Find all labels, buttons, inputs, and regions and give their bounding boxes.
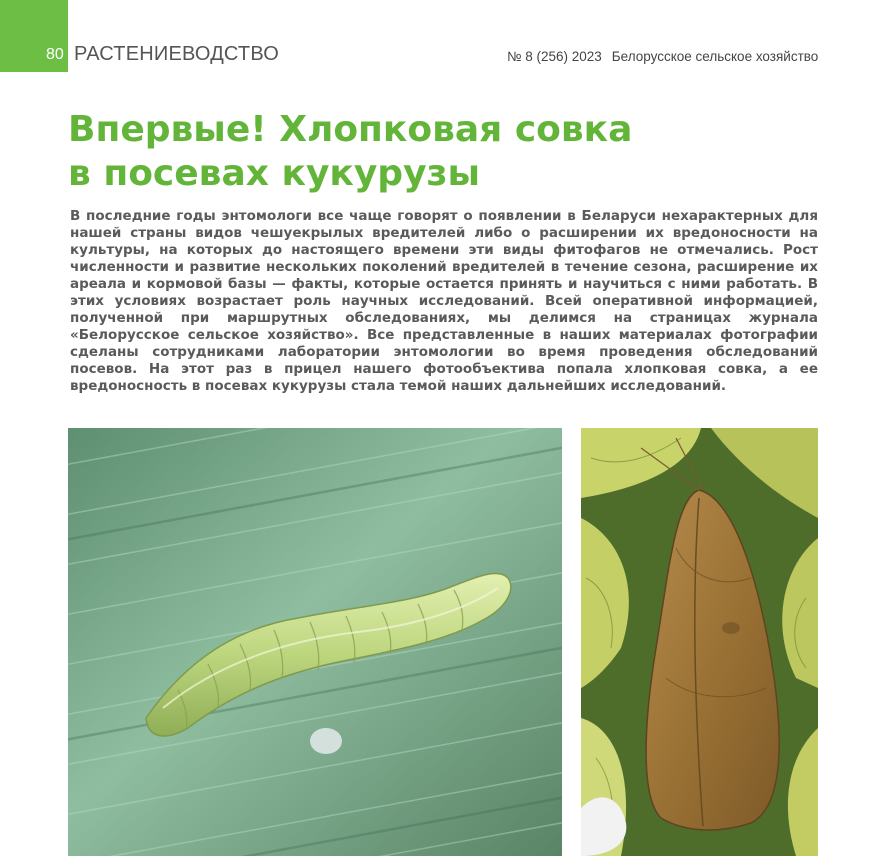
page-number: 80: [46, 46, 64, 63]
article-title-line: в посевах кукурузы: [68, 153, 481, 194]
magazine-name: Белорусское сельское хозяйство: [611, 49, 819, 64]
issue-number: № 8 (256) 2023: [507, 49, 602, 64]
article-lead: В последние годы энтомологи все чаще говорят о появлении в Беларуси нехарактерных для нашей страны видов чешуекрылых вредителей либо о расширении их вредоносности на культуры, на которых до настоящего времени эти виды фитофагов не отмечались. Рост численности и развитие нескольких поколений вредителей в течение сезона, расширение их ареала и кормовой базы — факты, которые остается принять и научиться с ними работать. В этих условиях возрастает роль научных исследований. Всей оперативной информацией, полученной при маршрутных обследованиях, мы делимся на страницах журнала «Белорусское сельское хозяйство». Все представленные в наших материалах фотографии сделаны сотрудниками лаборатории энтомологии во время проведения обследований посевов. На этот раз в прицел нашего фотообъектива попала хлопковая совка, а ее вредоносность в посевах кукурузы стала темой наших дальнейших исследований.: [70, 208, 818, 394]
caterpillar-photo: [68, 428, 562, 856]
section-name: РАСТЕНИЕВОДСТВО: [74, 43, 279, 65]
article-title: [68, 108, 828, 196]
moth-photo: [581, 428, 818, 856]
issue-info: [507, 48, 818, 66]
article-title-line: Впервые! Хлопковая совка: [68, 109, 633, 150]
